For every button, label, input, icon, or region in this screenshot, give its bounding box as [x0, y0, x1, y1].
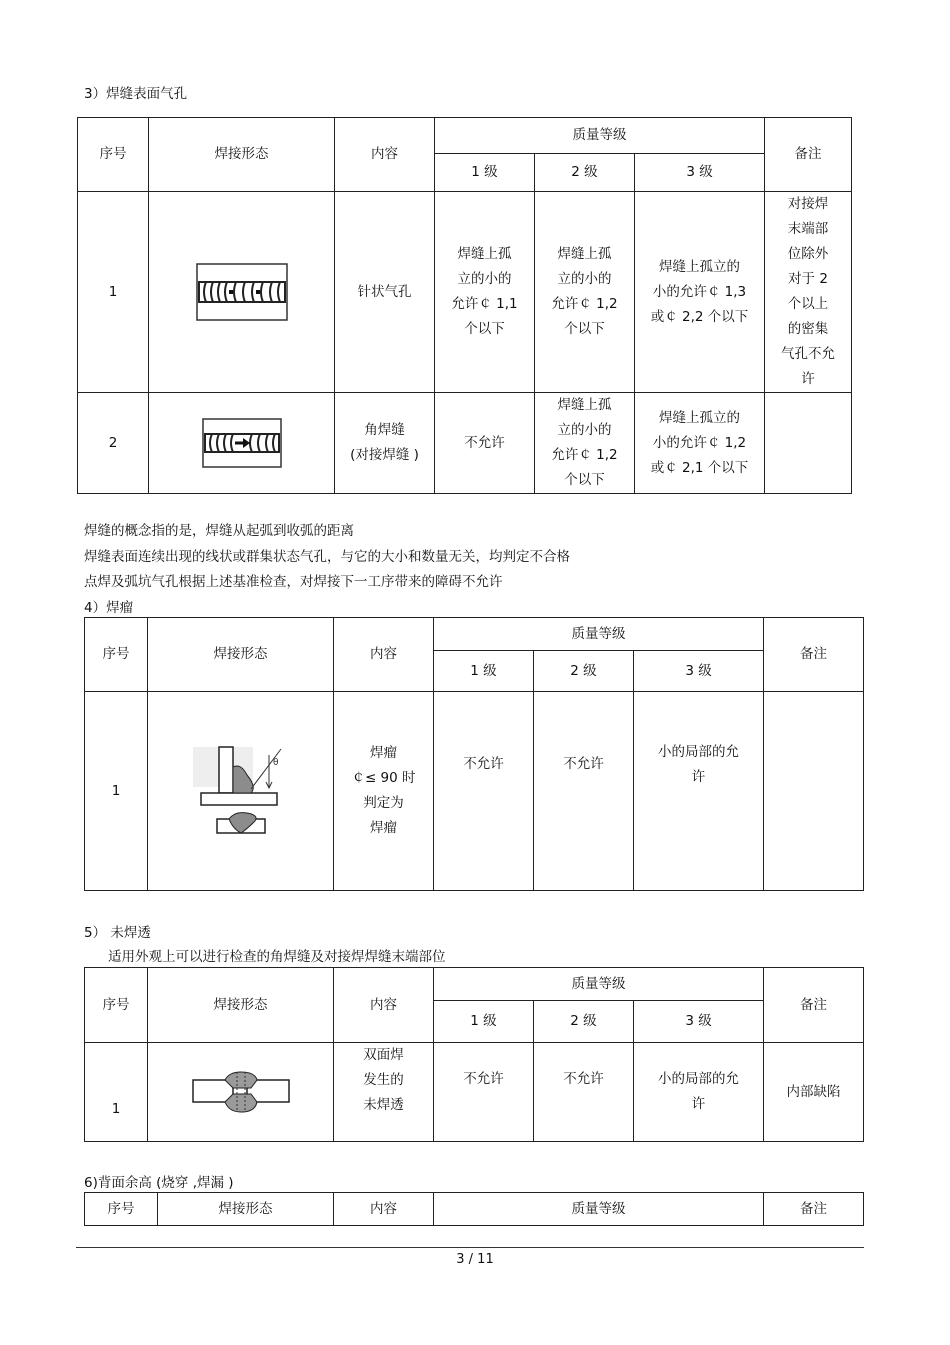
row-grade-1: 焊缝上孤 立的小的 允许￠ 1,1 个以下 [435, 192, 535, 393]
table-back-reinforcement [84, 1192, 864, 1226]
row-grade-2: 焊缝上孤 立的小的 允许￠ 1,2 个以下 [535, 393, 635, 494]
incomplete-penetration-icon [189, 1070, 293, 1114]
row-grade-1: 不允许 [435, 393, 535, 494]
row-grade-2: 焊缝上孤 立的小的 允许￠ 1,2 个以下 [535, 192, 635, 393]
page-number: 3 / 11 [456, 1252, 494, 1267]
overlap-weld-icon [191, 745, 291, 837]
section-5-title: 5） 未焊透 [84, 925, 151, 941]
header-grade-3: 3 级 [634, 1001, 764, 1043]
section-5-subtitle: 适用外观上可以进行检查的角焊缝及对接焊焊缝末端部位 [108, 949, 446, 965]
header-grade-2: 2 级 [534, 1001, 634, 1043]
row-remark: 内部缺陷 [764, 1043, 864, 1142]
header-grade-1: 1 级 [435, 154, 535, 192]
section-6-title: 6)背面余高 (烧穿 ,焊漏 ) [84, 1175, 234, 1191]
header-no: 序号 [85, 618, 148, 692]
table-row [85, 692, 864, 891]
table-overlap [84, 617, 864, 891]
row-grade-2: 不允许 [534, 1043, 634, 1142]
row-content: 双面焊 发生的 未焊透 [334, 1043, 434, 1142]
row-remark: 对接焊 末端部 位除外 对于 2 个以上 的密集 气孔不允 许 [765, 192, 852, 393]
weld-form-cell [148, 1043, 334, 1142]
weld-form-cell [149, 192, 335, 393]
header-remark: 备注 [765, 118, 852, 192]
section-4-title: 4）焊瘤 [84, 600, 134, 616]
row-grade-3: 焊缝上孤立的 小的允许￠ 1,3 或￠ 2,2 个以下 [635, 192, 765, 393]
header-no: 序号 [85, 1193, 158, 1226]
header-grade: 质量等级 [434, 1193, 764, 1226]
footer-divider [76, 1247, 864, 1248]
header-grade: 质量等级 [435, 118, 765, 154]
header-content: 内容 [335, 118, 435, 192]
header-form: 焊接形态 [149, 118, 335, 192]
section-3-title: 3）焊缝表面气孔 [84, 86, 188, 102]
header-form: 焊接形态 [148, 968, 334, 1043]
header-grade-3: 3 级 [635, 154, 765, 192]
table-incomplete-penetration [84, 967, 864, 1142]
header-form: 焊接形态 [148, 618, 334, 692]
header-grade-2: 2 级 [534, 651, 634, 692]
header-grade-2: 2 级 [535, 154, 635, 192]
header-grade-1: 1 级 [434, 651, 534, 692]
weld-bead-pores-icon [196, 263, 288, 321]
row-no: 2 [78, 393, 149, 494]
row-no: 1 [85, 1043, 148, 1142]
header-content: 内容 [334, 1193, 434, 1226]
note-line: 焊缝表面连续出现的线状或群集状态气孔，与它的大小和数量无关，均判定不合格 [84, 549, 570, 565]
header-grade: 质量等级 [434, 968, 764, 1001]
header-remark: 备注 [764, 618, 864, 692]
header-grade-1: 1 级 [434, 1001, 534, 1043]
header-content: 内容 [334, 968, 434, 1043]
header-remark: 备注 [764, 968, 864, 1043]
row-grade-1: 不允许 [434, 1043, 534, 1142]
table-row [85, 1043, 864, 1142]
header-content: 内容 [334, 618, 434, 692]
row-content: 焊瘤 ￠≤ 90 时 判定为 焊瘤 [334, 692, 434, 891]
row-no: 1 [85, 692, 148, 891]
row-grade-1: 不允许 [434, 692, 534, 891]
header-no: 序号 [78, 118, 149, 192]
svg-text:θ: θ [272, 758, 279, 768]
weld-bead-arrow-icon [202, 418, 282, 468]
row-no: 1 [78, 192, 149, 393]
row-content: 针状气孔 [335, 192, 435, 393]
header-grade: 质量等级 [434, 618, 764, 651]
row-remark [765, 393, 852, 494]
header-form: 焊接形态 [158, 1193, 334, 1226]
note-line: 焊缝的概念指的是，焊缝从起弧到收弧的距离 [84, 523, 354, 539]
row-grade-3: 小的局部的允 许 [634, 692, 764, 891]
header-remark: 备注 [764, 1193, 864, 1226]
row-grade-3: 小的局部的允 许 [634, 1043, 764, 1142]
table-row [78, 393, 852, 494]
header-grade-3: 3 级 [634, 651, 764, 692]
table-row [78, 192, 852, 393]
note-line: 点焊及弧坑气孔根据上述基准检查，对焊接下一工序带来的障碍不允许 [84, 574, 503, 590]
row-remark [764, 692, 864, 891]
row-grade-3: 焊缝上孤立的 小的允许￠ 1,2 或￠ 2,1 个以下 [635, 393, 765, 494]
row-grade-2: 不允许 [534, 692, 634, 891]
header-no: 序号 [85, 968, 148, 1043]
weld-form-cell [148, 692, 334, 891]
weld-form-cell [149, 393, 335, 494]
row-content: 角焊缝 (对接焊缝 ) [335, 393, 435, 494]
table-surface-porosity [77, 117, 852, 494]
